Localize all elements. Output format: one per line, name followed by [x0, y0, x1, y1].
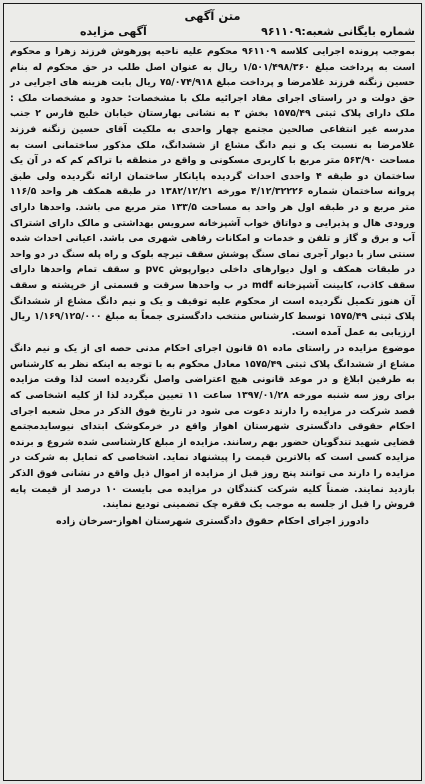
case-number: شماره بایگانی شعبه:۹۶۱۱۰۹: [261, 25, 415, 38]
notice-subtitle: آگهی مزایده: [80, 25, 147, 38]
auction-notice: [3, 3, 422, 781]
notice-paragraph-auction: موضوع مزایده در راستای ماده ۵۱ قانون اجرای احکام مدنی حصه ای از یک و نیم دانگ مشاع از ششدانگ پلاک ثبتی ۱۵۷۵/۴۹ معادل محکوم به با توجه به اینکه نظر به کارشناس به طرفین ابلاغ و در موعد قانونی هیچ اعتراضی واصل نگردیده است لذا وقت مزایده برای روز سه شنبه مورخه ۱۳۹۷/۰۱/۲۸ ساعت ۱۱ تعیین میگردد لذا از کلیه اشخاصی که قصد شرکت در مزایده را دارند دعوت می شود در تاریخ فوق الذکر در محل شعبه اجرای احکام حقوقی دادگستری شهرستان اهواز واقع در خرمکوشک ابتدای نیوسایدمجتمع قضایی شهید تندگویان حضور بهم رسانند. مزایده از مبلغ کارشناسی شده شروع و برنده مزایده کسی است که بالاترین قیمت را پیشنهاد نماید. اشخاصی که تمایل به شرکت در مزایده را دارند می توانند پنج روز قبل از مزایده از اموال ذیل واقع در نشانی فوق الذکر بازدید نمایند. ضمناً کلیه شرکت کنندگان در مزایده می بایست ۱۰ درصد از قیمت پایه فروش را قبل از جلسه به موجب یک فقره چک تضمینی تودیع نمایند.: [10, 343, 416, 511]
notice-header-row: [10, 25, 415, 42]
notice-paragraph-property: بموجب پرونده اجرایی کلاسه ۹۶۱۱۰۹ محکوم علیه ناحیه پورهوش فرزند زهرا و محکوم است به پرداخت مبلغ ۱/۵۰۱/۴۹۸/۳۶۰ ریال به عنوان اصل طلب در حق محکوم له بنام حسین زنگنه فرزند غلامرضا و پرداخت مبلغ ۷۵/۰۷۴/۹۱۸ ریال بابت هزینه های اجرایی در حق دولت و در راستای اجرای مفاد اجرائیه ملک با مشخصات: حدود و مشخصات ملک : ملک دارای پلاک ثبتی ۱۵۷۵/۴۹ بخش ۳ به نشانی بهارستان خیابان خلیج فارس ۲ جنب مدرسه غیر انتفاعی صالحین مجتمع چهار واحدی به ملکیت آقای حسین زنگنه فرزند غلامرضا به نسبت یک و نیم دانگ مشاع از ششدانگ، ملک مذکور ساختمانی است به مساحت ۵۶۳/۹۰ متر مربع با کاربری مسکونی و واقع در منطقه با تراکم کم که در آن یک ساختمان دو طبقه ۴ واحدی احداث گردیده پایانکار ساختمان ارائه نگردیده ولی طبق پروانه ساختمان شماره ۴/۱۲/۳۲۲۲۶ مورخه ۱۳۸۲/۱۲/۲۱ در طبقه همکف هر واحد ۱۱۶/۵ متر مربع و در طبقه اول هر واحد به مساحت ۱۳۳/۵ متر مربع می باشد. واحدها دارای ورودی هال و پذیرایی و دواتاق خواب آشپزخانه سرویس بهداشتی و مالک دارای اشتراک آب و برق و گاز و تلفن و خدمات و امکانات رفاهی شهری می باشد. اعیانی احداث شده سنتی ساز با دیوار آجری نمای سنگ پوشش سقف تیرچه بلوک و راه پله سنگ در دو واحد در طبقات همکف و اول دیوارهای داخلی دیوارپوش pvc و سقف تمام واحدها دارای سقف کاذب، کابینت آشپزخانه mdf در ب واحدها سرقت و قسمتی از خرپشته و سقف آن هنوز تکمیل نگردیده است از محکوم علیه توقیف و یک و نیم دانگ مشاع از ششدانگ پلاک ثبتی ۱۵۷۵/۴۹ توسط کارشناس منتخب دادگستری جمعاً به مبلغ ۱/۱۶۹/۱۲۵/۰۰۰ ریال ارزیابی به عمل آمده است.: [10, 46, 416, 338]
notice-signature: دادورز اجرای احکام حقوق دادگستری شهرستان اهواز-سرخان زاده: [56, 515, 369, 527]
notice-title: متن آگهی: [184, 9, 241, 23]
